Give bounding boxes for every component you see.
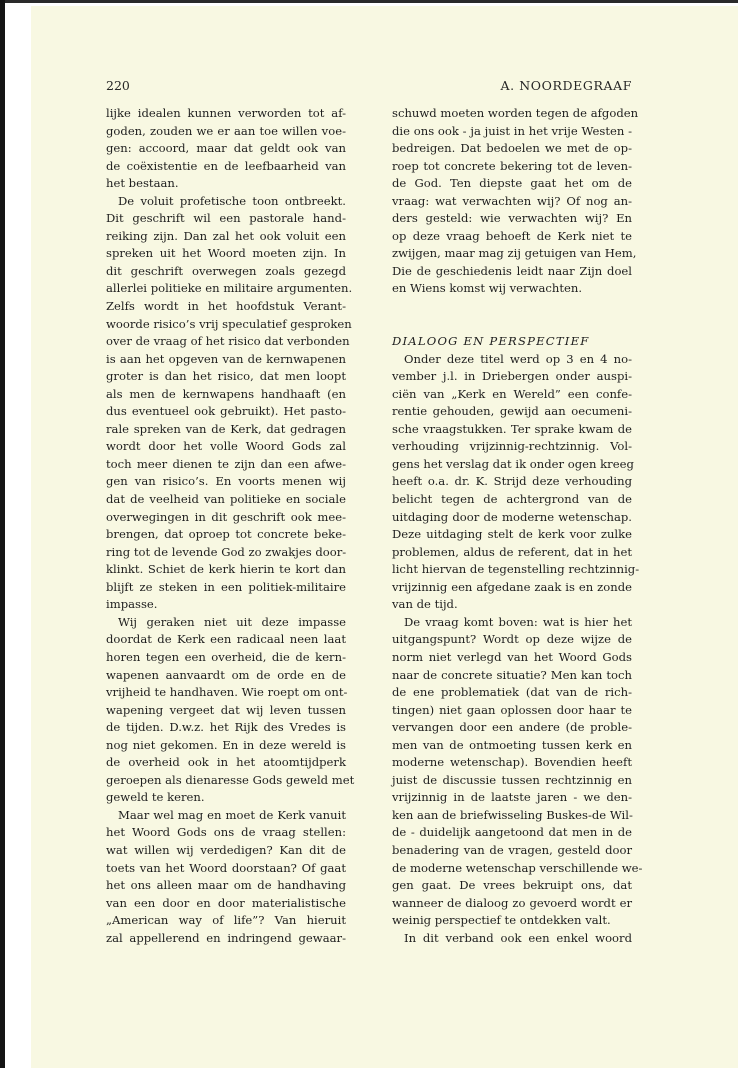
text-line: problemen, aldus de referent, dat in het: [392, 544, 632, 559]
text-line: wordt door het volle Woord Gods zal: [106, 439, 346, 454]
text-line: de moderne wetenschap verschillende we-: [392, 860, 643, 875]
text-line: ders gesteld: wie verwachten wij? En: [392, 211, 632, 226]
text-line: In dit verband ook een enkel woord: [404, 930, 632, 945]
text-line: Die de geschiedenis leidt naar Zijn doel: [392, 263, 632, 278]
text-line: verhouding vrijzinnig-rechtzinnig. Vol-: [392, 439, 632, 454]
text-line: is aan het opgeven van de kernwapenen: [106, 351, 346, 366]
text-line: Deze uitdaging stelt de kerk voor zulke: [392, 527, 632, 542]
section-spacer: [392, 316, 632, 334]
text-line: doordat de Kerk een radicaal neen laat: [106, 632, 346, 647]
text-line: vrijzinnig in de laatste jaren - we den-: [392, 790, 632, 805]
text-line: rale spreken van de Kerk, dat gedragen: [106, 421, 346, 436]
text-line: toch meer dienen te zijn dan een afwe-: [106, 456, 346, 471]
text-line: vervangen door een andere (de proble-: [392, 720, 632, 735]
text-line: Maar wel mag en moet de Kerk vanuit: [118, 807, 346, 822]
text-line: De voluit profetische toon ontbreekt.: [118, 193, 346, 208]
text-line: het ons alleen maar om de handhaving: [106, 878, 346, 893]
section-spacer: [392, 298, 632, 316]
page-header: [106, 78, 632, 98]
text-line: men van de ontmoeting tussen kerk en: [392, 737, 632, 752]
text-line: de God. Ten diepste gaat het om de: [392, 176, 632, 191]
text-line: gen van risico’s. En voorts menen wij: [106, 474, 346, 489]
text-line: de coëxistentie en de leefbaarheid van: [106, 158, 346, 173]
text-line: roep tot concrete bekering tot de leven-: [392, 158, 632, 173]
running-head-author: A. NOORDEGRAAF: [500, 78, 632, 93]
left-text-column: [106, 105, 355, 947]
text-line: het bestaan.: [106, 176, 179, 191]
text-line: van de tijd.: [392, 597, 458, 612]
text-line: weinig perspectief te ontdekken valt.: [392, 913, 611, 928]
text-line: blijft ze steken in een politiek-militaire: [106, 579, 346, 594]
text-line: „American way of life”? Van hieruit: [106, 913, 346, 928]
text-line: uitdaging door de moderne wetenschap.: [392, 509, 632, 524]
text-line: goden, zouden we er aan toe willen voe-: [106, 123, 346, 138]
text-line: zwijgen, maar mag zij getuigen van Hem,: [392, 246, 637, 261]
text-line: sche vraagstukken. Ter sprake kwam de: [392, 421, 632, 436]
text-line: wanneer de dialoog zo gevoerd wordt er: [392, 895, 632, 910]
text-line: en Wiens komst wij verwachten.: [392, 281, 583, 296]
text-line: op deze vraag behoeft de Kerk niet te: [392, 228, 632, 243]
text-line: gens het verslag dat ik onder ogen kreeg: [392, 456, 634, 471]
text-line: gen: accoord, maar dat geldt ook van: [106, 141, 346, 156]
text-line: norm niet verlegd van het Woord Gods: [392, 649, 632, 664]
text-line: De vraag komt boven: wat is hier het: [404, 614, 632, 629]
text-line: van een door en door materialistische: [106, 895, 346, 910]
text-line: ciën van „Kerk en Wereld” een confe-: [392, 386, 632, 401]
text-line: over de vraag of het risico dat verbonden: [106, 334, 350, 349]
text-line: vember j.l. in Driebergen onder auspi-: [392, 369, 632, 384]
text-line: horen tegen een overheid, die de kern-: [106, 649, 346, 664]
text-line: heeft o.a. dr. K. Strijd deze verhouding: [392, 474, 632, 489]
text-line: Wij geraken niet uit deze impasse: [118, 614, 346, 629]
text-line: impasse.: [106, 597, 158, 612]
text-line: de ene problematiek (dat van de rich-: [392, 685, 632, 700]
text-line: dus eventueel ook gebruikt). Het pasto-: [106, 404, 346, 419]
text-line: vrijzinnig een afgedane zaak is en zonde: [392, 579, 632, 594]
text-line: naar de concrete situatie? Men kan toch: [392, 667, 632, 682]
text-line: dat de veelheid van politieke en sociale: [106, 492, 346, 507]
text-line: het Woord Gods ons de vraag stellen:: [106, 825, 346, 840]
text-line: tingen) niet gaan oplossen door haar te: [392, 702, 632, 717]
text-line: wapenen aanvaardt om de orde en de: [106, 667, 346, 682]
text-line: overwegingen in dit geschrift ook mee-: [106, 509, 346, 524]
text-line: belicht tegen de achtergrond van de: [392, 492, 632, 507]
text-line: schuwd moeten worden tegen de afgoden: [392, 106, 639, 120]
text-line: Zelfs wordt in het hoofdstuk Verant-: [106, 299, 346, 314]
text-line: uitgangspunt? Wordt op deze wijze de: [392, 632, 632, 647]
scan-left-edge: [0, 0, 5, 1068]
text-line: juist de discussie tussen rechtzinnig en: [392, 772, 632, 787]
text-line: de tijden. D.w.z. het Rijk des Vredes is: [106, 720, 346, 735]
scan-top-edge: [0, 0, 738, 3]
text-line: ken aan de briefwisseling Buskes-de Wil-: [392, 807, 633, 822]
text-line: reiking zijn. Dan zal het ook voluit een: [106, 228, 346, 243]
text-line: de overheid ook in het atoomtijdperk: [106, 755, 346, 770]
text-line: de - duidelijk aangetoond dat men in de: [392, 825, 632, 840]
text-line: gen gaat. De vrees bekruipt ons, dat: [392, 878, 632, 893]
text-line: groter is dan het risico, dat men loopt: [106, 369, 346, 384]
page-number: 220: [106, 78, 130, 93]
text-line: geroepen als dienaresse Gods geweld met: [106, 772, 355, 787]
text-line: Dit geschrift wil een pastorale hand-: [106, 211, 346, 226]
section-heading: DIALOOG EN PERSPECTIEF: [392, 334, 590, 349]
text-line: wat willen wij verdedigen? Kan dit de: [106, 842, 346, 857]
text-line: brengen, dat oproep tot concrete beke-: [106, 527, 346, 542]
text-line: rentie gehouden, gewijd aan oecumeni-: [392, 404, 632, 419]
text-line: allerlei politieke en militaire argumenten.: [106, 281, 353, 296]
text-line: bedreigen. Dat bedoelen we met de op-: [392, 141, 632, 156]
text-line: spreken uit het Woord moeten zijn. In: [106, 246, 346, 261]
text-line: klinkt. Schiet de kerk hierin te kort dan: [106, 562, 346, 577]
text-line: vraag: wat verwachten wij? Of nog an-: [392, 193, 632, 208]
text-line: geweld te keren.: [106, 790, 205, 805]
text-line: als men de kernwapens handhaaft (en: [106, 386, 346, 401]
text-line: benadering van de vragen, gesteld door: [392, 842, 632, 857]
text-line: licht hiervan de tegenstelling rechtzinnig-: [392, 562, 640, 577]
text-line: nog niet gekomen. En in deze wereld is: [106, 737, 346, 752]
text-line: zal appellerend en indringend gewaar-: [106, 930, 346, 945]
text-line: woorde risico’s vrij speculatief gesproken: [106, 316, 352, 331]
text-line: Onder deze titel werd op 3 en 4 no-: [404, 351, 632, 366]
text-line: vrijheid te handhaven. Wie roept om ont-: [106, 685, 348, 700]
text-line: lijke idealen kunnen verworden tot af-: [106, 106, 346, 120]
text-line: dit geschrift overwegen zoals gezegd: [106, 263, 346, 278]
text-line: moderne wetenschap). Bovendien heeft: [392, 755, 632, 770]
text-line: die ons ook - ja juist in het vrije Westen -: [392, 123, 632, 138]
text-line: ring tot de levende God zo zwakjes door-: [106, 544, 347, 559]
text-line: wapening vergeet dat wij leven tussen: [106, 702, 346, 717]
right-text-column: [392, 105, 643, 947]
text-line: toets van het Woord doorstaan? Of gaat: [106, 860, 346, 875]
